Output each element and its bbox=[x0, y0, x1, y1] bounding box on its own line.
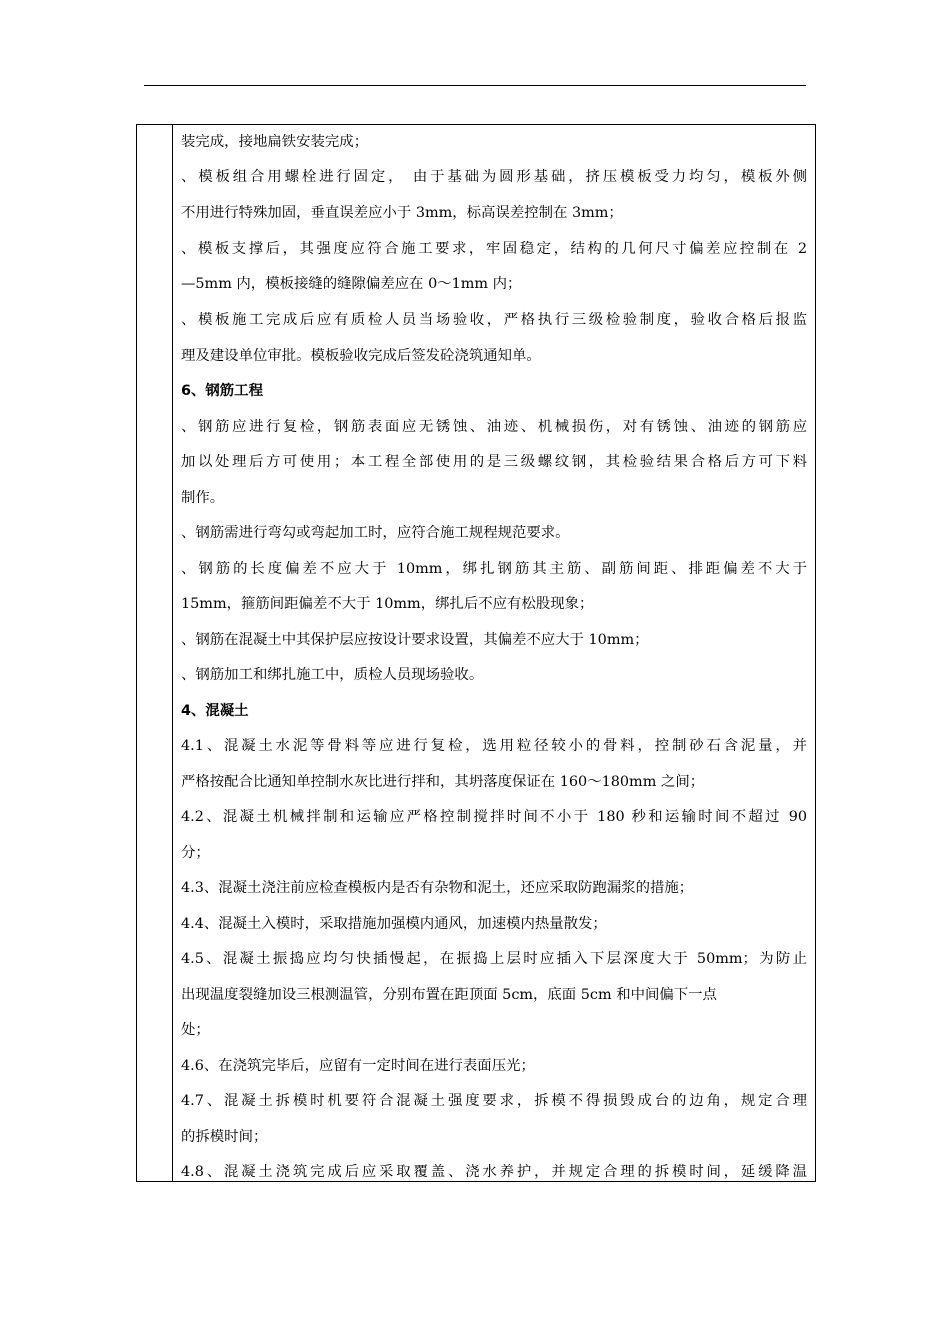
text-line: 4.3、混凝土浇注前应检查模板内是否有杂物和泥土，还应采取防跑漏浆的措施； bbox=[181, 880, 694, 896]
text-line: 4.8、混凝土浇筑完成后应采取覆盖、浇水养护，并规定合理的拆模时间，延缓降温 bbox=[181, 1164, 807, 1180]
text-line: 、模板支撑后，其强度应符合施工要求，牢固稳定，结构的几何尺寸偏差应控制在 2 bbox=[181, 241, 807, 257]
text-line: 、模板组合用螺栓进行固定， 由于基础为圆形基础，挤压模板受力均匀，模板外侧 bbox=[181, 169, 807, 185]
section-heading: 6、钢筋工程 bbox=[181, 383, 263, 399]
header-rule bbox=[144, 85, 806, 86]
text-line: 4.5、混凝土振捣应均匀快插慢起，在振捣上层时应插入下层深度大于 50mm；为防止 bbox=[181, 951, 807, 967]
text-line: 不用进行特殊加固，垂直误差应小于 3mm，标高误差控制在 3mm； bbox=[181, 205, 623, 221]
text-line: 处； bbox=[181, 1022, 210, 1038]
text-line: 4.6、在浇筑完毕后，应留有一定时间在进行表面压光； bbox=[181, 1058, 535, 1074]
text-line: 制作。 bbox=[181, 490, 225, 506]
text-line: 15mm，箍筋间距偏差不大于 10mm，绑扎后不应有松股现象； bbox=[181, 596, 594, 612]
text-line: 4.2、混凝土机械拌制和运输应严格控制搅拌时间不小于 180 秒和运输时间不超过 90 bbox=[181, 809, 807, 825]
text-line: 理及建设单位审批。模板验收完成后签发砼浇筑通知单。 bbox=[181, 348, 541, 364]
table-column-divider bbox=[172, 124, 173, 1182]
text-line: —5mm 内，模板接缝的缝隙偏差应在 0～1mm 内； bbox=[181, 276, 522, 292]
text-line: 分； bbox=[181, 845, 210, 861]
text-line: 、钢筋需进行弯勾或弯起加工时，应符合施工规程规范要求。 bbox=[181, 525, 570, 541]
text-line: 出现温度裂缝加设三根测温管，分别布置在距顶面 5cm，底面 5cm 和中间偏下一点 bbox=[181, 987, 717, 1003]
text-line: 4.7、混凝土拆模时机要符合混凝土强度要求，拆模不得损毁成台的边角，规定合理 bbox=[181, 1093, 807, 1109]
text-line: 的拆模时间； bbox=[181, 1129, 268, 1145]
text-line: 4.4、混凝土入模时，采取措施加强模内通风，加速模内热量散发； bbox=[181, 916, 607, 932]
text-line: 加以处理后方可使用；本工程全部使用的是三级螺纹钢，其检验结果合格后方可下料 bbox=[181, 454, 807, 470]
section-heading: 4、混凝土 bbox=[181, 703, 249, 719]
text-line: 装完成，接地扁铁安装完成； bbox=[181, 134, 369, 150]
text-line: 、钢筋的长度偏差不应大于 10mm，绑扎钢筋其主筋、副筋间距、排距偏差不大于 bbox=[181, 561, 807, 577]
text-line: 、钢筋应进行复检，钢筋表面应无锈蚀、油迹、机械损伤，对有锈蚀、油迹的钢筋应 bbox=[181, 419, 807, 435]
text-line: 4.1、混凝土水泥等骨料等应进行复检，选用粒径较小的骨料，控制砂石含泥量，并 bbox=[181, 738, 807, 754]
text-line: 、模板施工完成后应有质检人员当场验收，严格执行三级检验制度，验收合格后报监 bbox=[181, 312, 807, 328]
text-line: 、钢筋在混凝土中其保护层应按设计要求设置，其偏差不应大于 10mm； bbox=[181, 632, 649, 648]
text-line: 严格按配合比通知单控制水灰比进行拌和，其坍落度保证在 160～180mm 之间； bbox=[181, 774, 705, 790]
text-line: 、钢筋加工和绑扎施工中，质检人员现场验收。 bbox=[181, 667, 484, 683]
